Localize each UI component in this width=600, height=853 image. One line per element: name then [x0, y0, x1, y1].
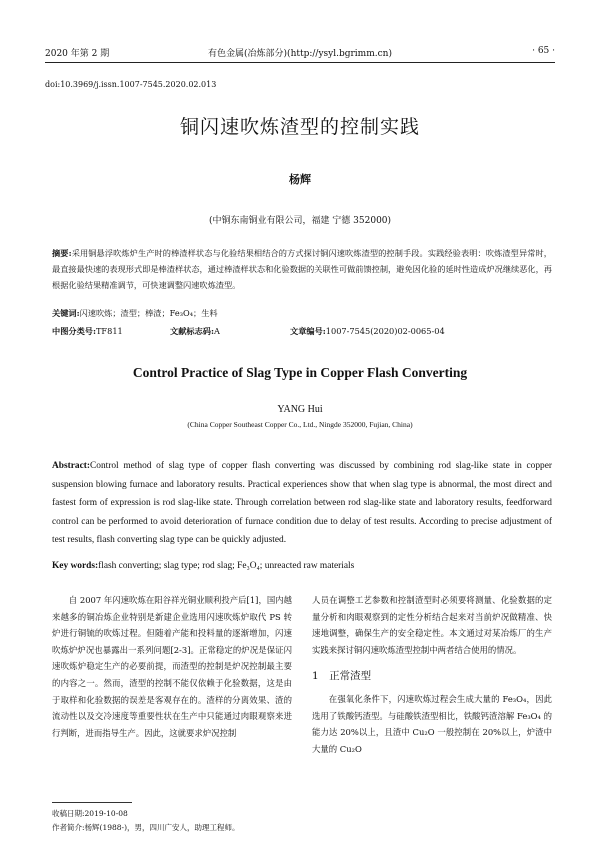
body-right-column — [312, 592, 552, 757]
title-en: Control Practice of Slag Type in Copper Flash Converting — [132, 365, 468, 380]
journal-name: 有色金属(冶炼部分)(http://ysyl.bgrimm.cn) — [208, 49, 392, 59]
abstract-en — [52, 457, 552, 550]
doc-code-value: A — [213, 326, 220, 336]
affiliation-en: (China Copper Southeast Copper Co., Ltd., Ningde 352000, Fujian, China) — [187, 420, 413, 429]
abstract-en-label: Abstract: — [52, 461, 91, 471]
clc-value: TF811 — [95, 326, 123, 336]
intro-paragraph-continued: 人员在调整工艺参数和控制渣型时必须要将测量、化验数据的定量分析和肉眼观察到的定性分析结合起来对当前炉况做精准、快速地调整，确保生产的安全稳定性。本文通过对某冶炼厂的生产实践来探讨铜闪速吹炼渣型控制中两者结合使用的情况。 — [312, 595, 552, 655]
keywords-en — [52, 561, 552, 571]
abstract-cn — [52, 245, 552, 294]
page-number: · 65 · — [532, 46, 555, 56]
keywords-cn-text: 闪速吹炼；渣型；棒渣；Fe₃O₄；生料 — [79, 308, 218, 318]
article-number-value: 1007-7545(2020)02-0065-04 — [325, 326, 445, 336]
intro-paragraph: 自 2007 年闪速吹炼在阳谷祥光铜业顺利投产后[1]，国内越来越多的铜冶炼企业特别是新建企业选用闪速吹炼炉取代 PS 转炉进行铜锍的吹炼过程。但随着产能和投料量的逐渐增加，闪速吹炼炉炉况也暴露出一系列问题[2-3]。正常稳定的炉况是保证闪速吹炼炉稳定生产的必要前提，而渣型的控制是炉况控制最主要的内容之一。然而，渣型的控制不能仅依赖于化验数据，这是由于取样和化验数据的误差是客观存在的。渣样的分离效果、渣的流动性以及交冷速度等重要性状在生产中只能通过肉眼观察来进行判断，进而指导生产。因此，这就要求炉况控制 — [52, 595, 292, 738]
keywords-cn-label: 关键词: — [52, 308, 80, 318]
section-heading: 1 正常渣型 — [312, 670, 372, 683]
issue-label: 2020 年第 2 期 — [45, 49, 110, 59]
keywords-en-text: flash converting; slag type; rod slag; Fe₃O₄; unreacted raw materials — [98, 561, 355, 571]
footnote-received: 收稿日期:2019-10-08 — [52, 809, 128, 818]
clc-label: 中图分类号: — [52, 326, 96, 336]
section-paragraph: 在强氧化条件下，闪速吹炼过程会生成大量的 Fe₃O₄，因此选用了铁酸钙渣型。与硅酸铁渣型相比，铁酸钙渣溶解 Fe₃O₄ 的能力达 20%以上，且渣中 Cu₂O 一般控制在 20%以上，炉渣中大量的 Cu₂O — [312, 693, 552, 754]
doc-code-label: 文献标志码: — [170, 326, 214, 336]
footnote-author-bio: 作者简介:杨辉(1988-)，男，四川广安人，助理工程师。 — [52, 823, 240, 832]
title-cn: 铜闪速吹炼渣型的控制实践 — [179, 116, 420, 138]
abstract-en-text: Control method of slag type of copper flash converting was discussed by combining rod slag-like state in copper suspension blowing furnace and laboratory results. Practical experiences show that when slag type is abnormal, the most direct and fastest form of expression is rod slag-like state. Through correlation between rod slag-like state and laboratory results, feedforward control can be performed to avoid deterioration of furnace condition due to delay of test results. According to precise adjustment of test results, flash converting slag type can be quickly adjusted. — [52, 461, 552, 546]
running-header — [45, 44, 555, 63]
keywords-en-label: Key words: — [52, 561, 99, 571]
body-left-column — [52, 592, 292, 741]
keywords-cn — [52, 308, 552, 319]
author-cn: 杨辉 — [289, 173, 311, 186]
doi: doi:10.3969/j.issn.1007-7545.2020.02.013 — [45, 80, 217, 89]
author-en: YANG Hui — [277, 404, 323, 415]
abstract-cn-text: 采用铜悬浮吹炼炉生产时的棒渣样状态与化验结果相结合的方式探讨铜闪速吹炼渣型的控制手段。实践经验表明：吹炼渣型异常时，最直接最快速的表现形式即是棒渣样状态，通过棒渣样状态和化验数据的关联性可做前馈控制，避免因化验的延时性造成炉况继续恶化，再根据化验结果精准调节，可快速调整闪速吹炼渣型。 — [52, 248, 552, 291]
affiliation-cn: (中铜东南铜业有限公司，福建 宁德 352000) — [208, 216, 392, 226]
article-number-label: 文章编号: — [290, 326, 326, 336]
abstract-cn-label: 摘要: — [52, 248, 72, 258]
footnote-divider — [52, 802, 132, 803]
